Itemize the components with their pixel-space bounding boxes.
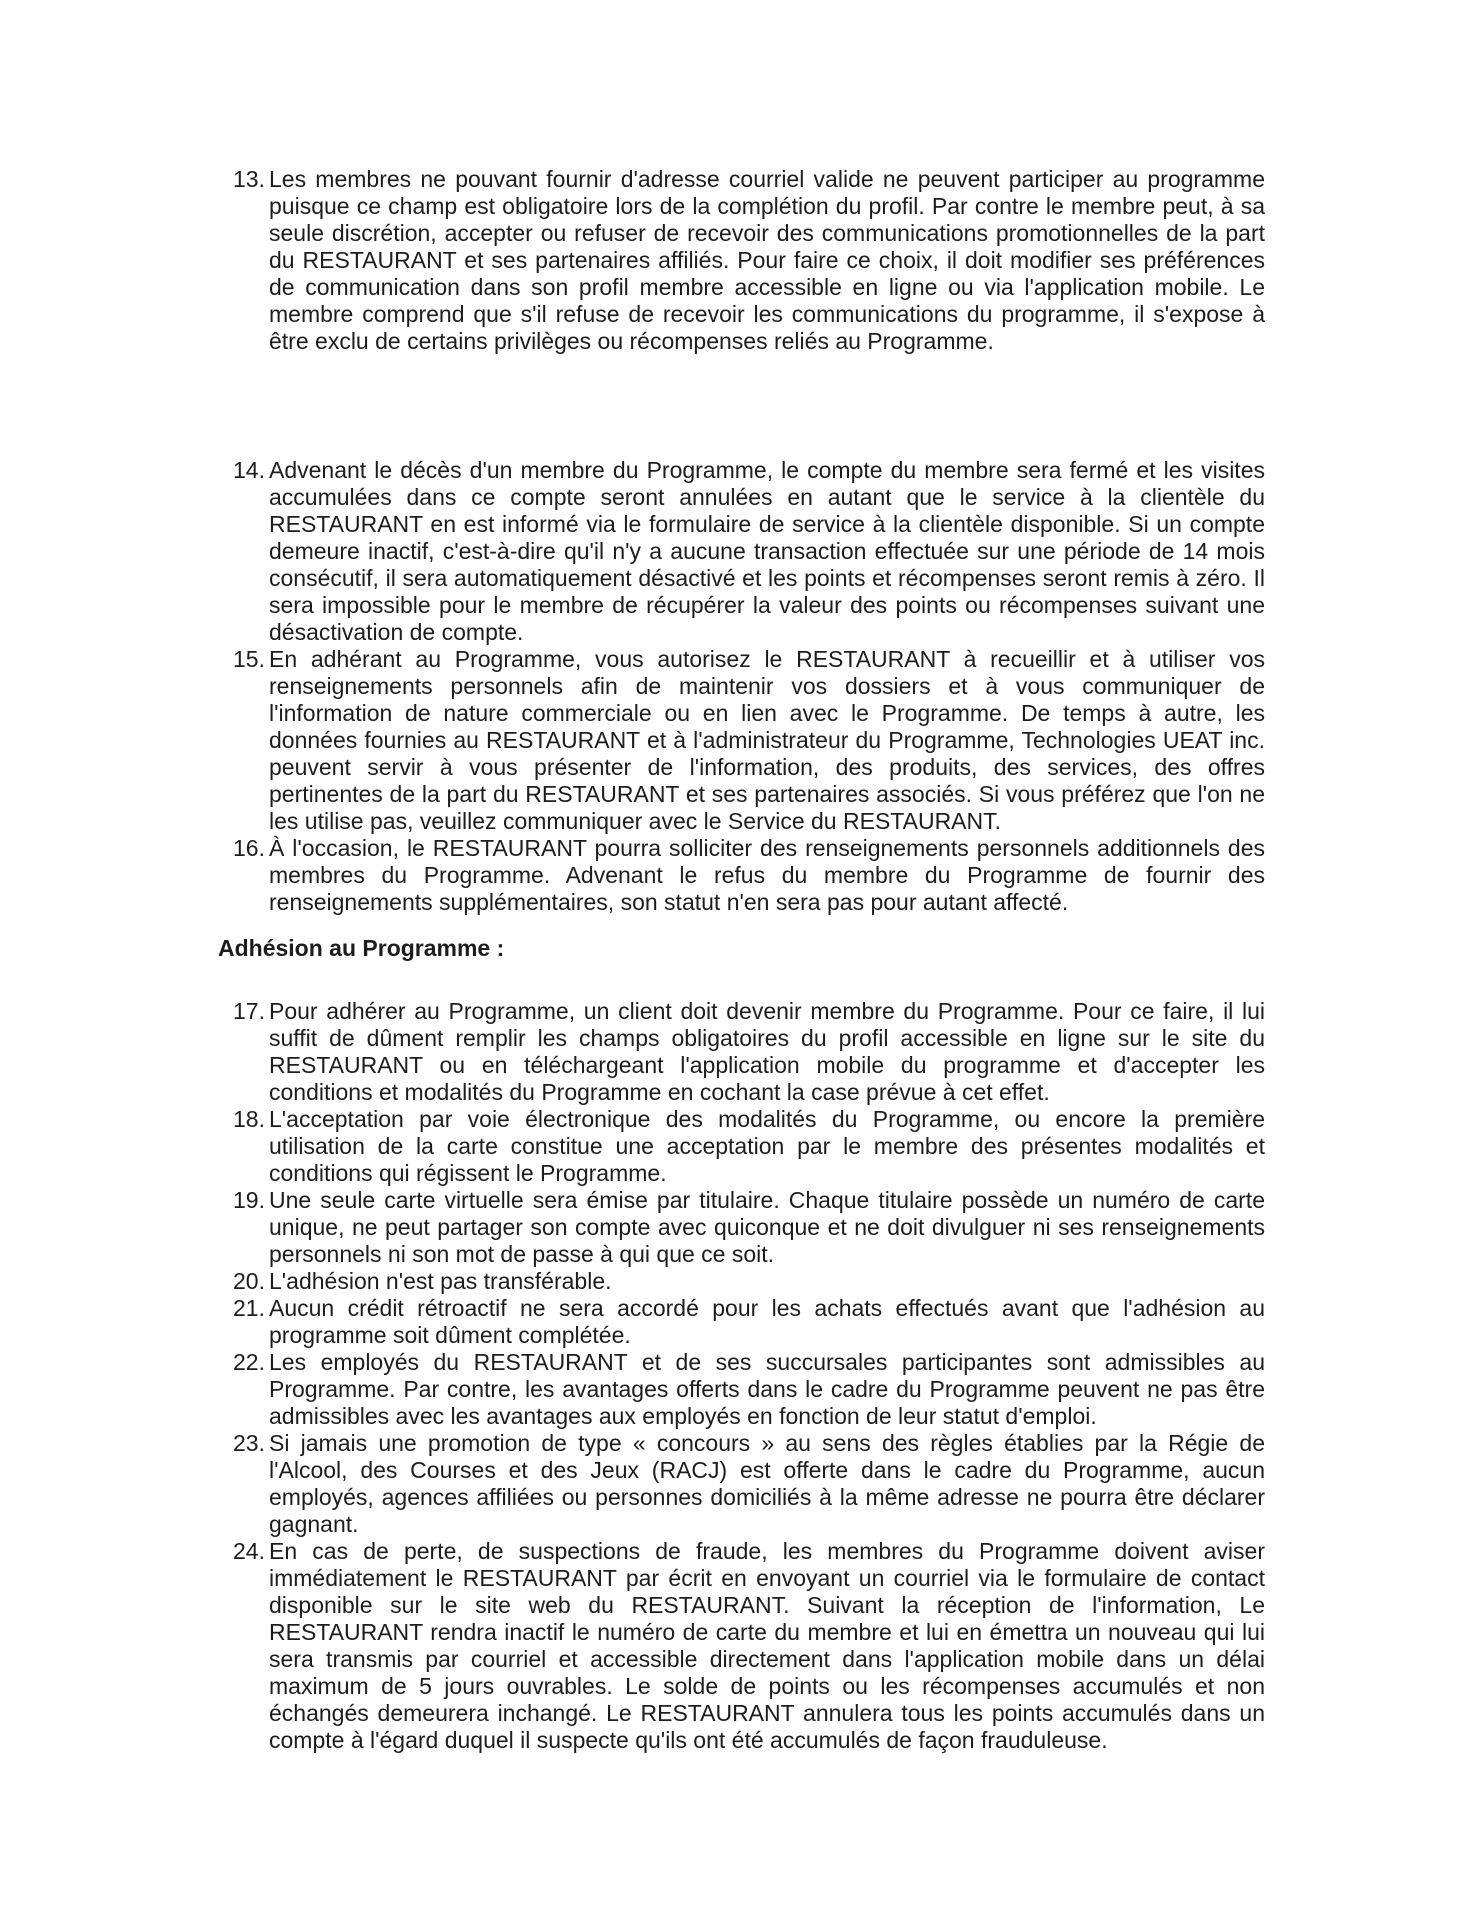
item-text: Aucun crédit rétroactif ne sera accordé pour les achats effectués avant que l'adhésion au programme soit dûment complétée. (269, 1295, 1265, 1348)
item-number: 13. (233, 166, 265, 192)
terms-list-item (233, 1268, 1265, 1295)
terms-list-items-14-16 (233, 457, 1265, 916)
item-number: 15. (233, 646, 265, 672)
item-text: Pour adhérer au Programme, un client doit devenir membre du Programme. Pour ce faire, il lui suffit de dûment remplir les champs obligatoires du profil accessible en ligne sur le site du RESTAURANT ou en téléchargeant l'application mobile du programme et d'accepter les conditions et modalités du Programme en cochant la case prévue à cet effet. (269, 998, 1265, 1105)
item-number: 18. (233, 1106, 265, 1132)
item-text: En adhérant au Programme, vous autorisez le RESTAURANT à recueillir et à utiliser vos renseignements personnels afin de maintenir vos dossiers et à vous communiquer de l'information de nature commerciale ou en lien avec le Programme. De temps à autre, les données fournies au RESTAURANT et à l'administrateur du Programme, Technologies UEAT inc. peuvent servir à vous présenter de l'information, des produits, des services, des offres pertinentes de la part du RESTAURANT et ses partenaires associés. Si vous préférez que l'on ne les utilise pas, veuillez communiquer avec le Service du RESTAURANT. (269, 646, 1265, 834)
item-text: Si jamais une promotion de type « concours » au sens des règles établies par la Régie de l'Alcool, des Courses et des Jeux (RACJ) est offerte dans le cadre du Programme, aucun employés, agences affiliées ou personnes domiciliés à la même adresse ne pourra être déclarer gagnant. (269, 1430, 1265, 1537)
terms-list-item-13 (233, 166, 1265, 355)
item-text: L'acceptation par voie électronique des modalités du Programme, ou encore la première utilisation de la carte constitue une acceptation par le membre des présentes modalités et conditions qui régissent le Programme. (269, 1106, 1265, 1186)
terms-list-item (233, 1295, 1265, 1349)
terms-list-item (233, 166, 1265, 355)
item-number: 20. (233, 1268, 265, 1294)
item-number: 22. (233, 1349, 265, 1375)
item-text: Les membres ne pouvant fournir d'adresse courriel valide ne peuvent participer au programme puisque ce champ est obligatoire lors de la complétion du profil. Par contre le membre peut, à sa seule discrétion, accepter ou refuser de recevoir des communications promotionnelles de la part du RESTAURANT et ses partenaires affiliés. Pour faire ce choix, il doit modifier ses préférences de communication dans son profil membre accessible en ligne ou via l'application mobile. Le membre comprend que s'il refuse de recevoir les communications du programme, il s'expose à être exclu de certains privilèges ou récompenses reliés au Programme. (269, 166, 1265, 354)
item-number: 24. (233, 1538, 265, 1564)
item-text: Les employés du RESTAURANT et de ses succursales participantes sont admissibles au Programme. Par contre, les avantages offerts dans le cadre du Programme peuvent ne pas être admissibles avec les avantages aux employés en fonction de leur statut d'emploi. (269, 1349, 1265, 1429)
item-number: 21. (233, 1295, 265, 1321)
item-text: L'adhésion n'est pas transférable. (269, 1268, 612, 1294)
item-number: 14. (233, 457, 265, 483)
item-text: En cas de perte, de suspections de fraude, les membres du Programme doivent aviser immédiatement le RESTAURANT par écrit en envoyant un courriel via le formulaire de contact disponible sur le site web du RESTAURANT. Suivant la réception de l'information, Le RESTAURANT rendra inactif le numéro de carte du membre et lui en émettra un nouveau qui lui sera transmis par courriel et accessible directement dans l'application mobile dans un délai maximum de 5 jours ouvrables. Le solde de points ou les récompenses accumulés et non échangés demeurera inchangé. Le RESTAURANT annulera tous les points accumulés dans un compte à l'égard duquel il suspecte qu'ils ont été accumulés de façon frauduleuse. (269, 1538, 1265, 1753)
item-number: 19. (233, 1187, 265, 1213)
section-heading: Adhésion au Programme : (218, 935, 505, 961)
item-number: 16. (233, 835, 265, 861)
terms-list-item (233, 835, 1265, 916)
terms-list-item (233, 1349, 1265, 1430)
terms-list-item (233, 1106, 1265, 1187)
item-text: À l'occasion, le RESTAURANT pourra solliciter des renseignements personnels additionnels des membres du Programme. Advenant le refus du membre du Programme de fournir des renseignements supplémentaires, son statut n'en sera pas pour autant affecté. (269, 835, 1265, 915)
terms-list-item (233, 1187, 1265, 1268)
terms-list-item (233, 1538, 1265, 1754)
item-text: Une seule carte virtuelle sera émise par titulaire. Chaque titulaire possède un numéro de carte unique, ne peut partager son compte avec quiconque et ne doit divulguer ni ses renseignements personnels ni son mot de passe à qui que ce soit. (269, 1187, 1265, 1267)
terms-list-items-17-24 (233, 998, 1265, 1754)
terms-list-item (233, 457, 1265, 646)
item-number: 17. (233, 998, 265, 1024)
terms-list-item (233, 998, 1265, 1106)
terms-list-item (233, 1430, 1265, 1538)
terms-list-item (233, 646, 1265, 835)
item-number: 23. (233, 1430, 265, 1456)
item-text: Advenant le décès d'un membre du Programme, le compte du membre sera fermé et les visites accumulées dans ce compte seront annulées en autant que le service à la clientèle du RESTAURANT en est informé via le formulaire de service à la clientèle disponible. Si un compte demeure inactif, c'est-à-dire qu'il n'y a aucune transaction effectuée sur une période de 14 mois consécutif, il sera automatiquement désactivé et les points et récompenses seront remis à zéro. Il sera impossible pour le membre de récupérer la valeur des points ou récompenses suivant une désactivation de compte. (269, 457, 1265, 645)
